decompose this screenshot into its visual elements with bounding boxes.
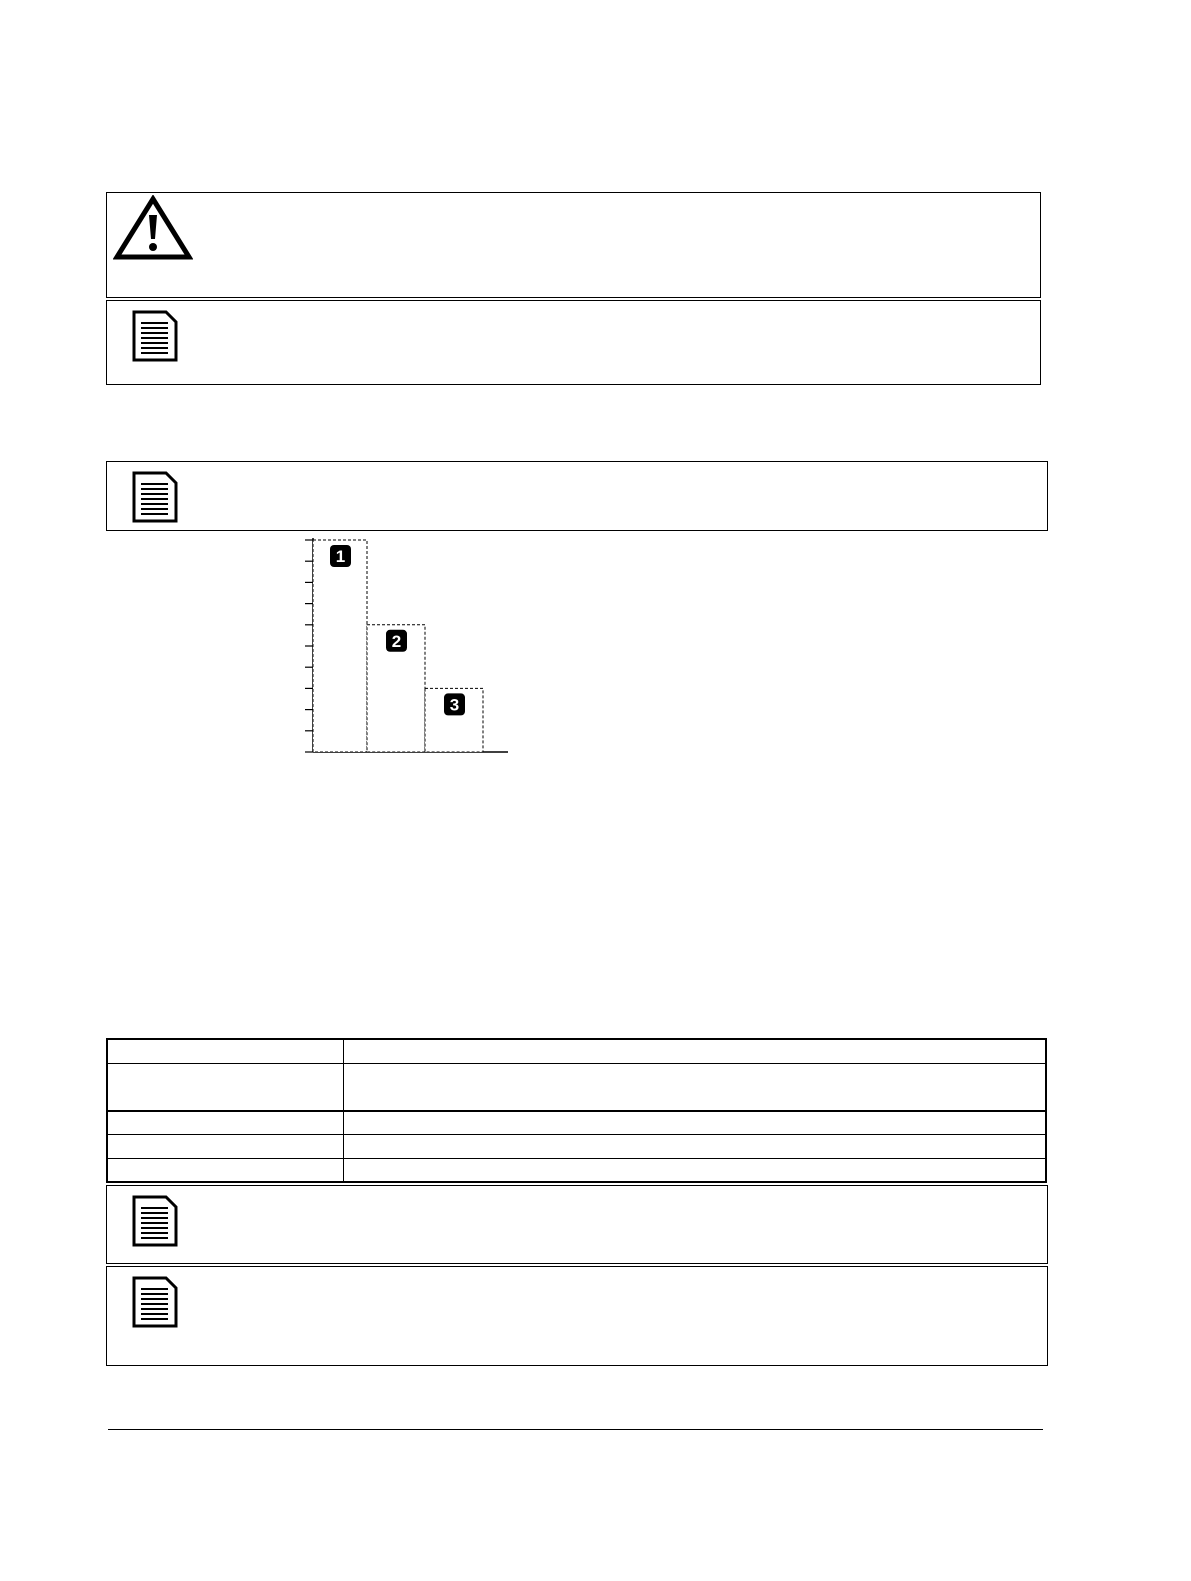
warning-triangle-icon: [113, 195, 193, 261]
bar-number-badge: [330, 545, 351, 567]
bar-number-label: 2: [391, 631, 402, 651]
note-document-icon: [132, 310, 178, 362]
table-row: [108, 1158, 1045, 1182]
table-row: [108, 1063, 1045, 1110]
table-row: [108, 1040, 1045, 1063]
footer-rule: [108, 1429, 1043, 1430]
note-document-icon: [132, 471, 178, 523]
bar-number-label: 1: [335, 547, 346, 566]
table-column-divider: [343, 1040, 344, 1181]
bar-number-badge: [386, 630, 407, 652]
note-document-icon: [132, 1276, 178, 1328]
bar-number-badge: [444, 693, 465, 715]
note-document-icon: [132, 1195, 178, 1247]
note-box: [106, 300, 1041, 385]
stepped-bar-chart: [296, 532, 516, 762]
data-table: [106, 1038, 1047, 1183]
note-box: [106, 1266, 1048, 1366]
note-box: [106, 1185, 1048, 1264]
bar: [313, 540, 367, 752]
chart-bars: [313, 540, 483, 752]
table-row: [108, 1134, 1045, 1158]
note-box: [106, 461, 1048, 531]
table-row: [108, 1110, 1045, 1135]
bar-number-label: 3: [449, 695, 460, 715]
warning-box: [106, 192, 1041, 298]
